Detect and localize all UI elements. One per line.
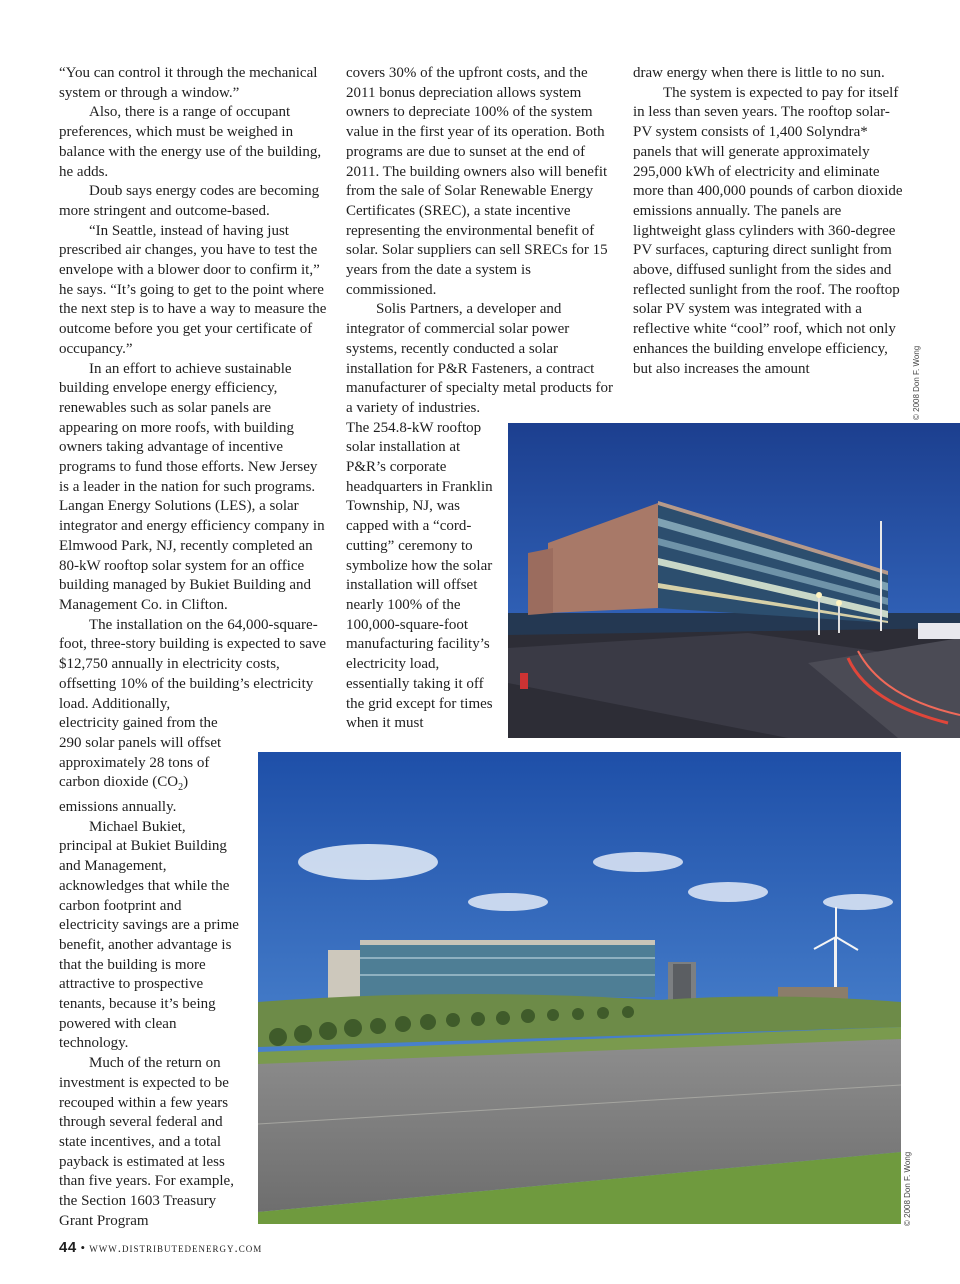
paragraph-text: ) emissions annually.	[59, 774, 189, 816]
paragraph: In an effort to achieve sustainable building envelope energy efficiency, renewables such as solar panels are appearing on more roofs, with building owners taking advantage of incentive programs to fund those efforts. New Jersey is a leader in the nation for such programs. Langan Energy Solutions (LES), a solar integrator and energy efficiency company in Elmwood Park, NJ, recently completed an 80-kW rooftop solar system for an office building managed by Bukiet Building and Management Co. in Clifton.	[59, 360, 325, 613]
photo-building-wind-turbine-image	[258, 752, 901, 1224]
paragraph: Also, there is a range of occupant preferences, which must be weighed in balance with the energy use of the building, he adds.	[59, 104, 322, 180]
paragraph: The installation on the 64,000-square-foot, three-story building is expected to save $12,750 annually in electricity costs, offsetting 10% of the building’s electricity load. Additionally,	[59, 616, 327, 712]
footer-url[interactable]: www.distributedenergy.com	[89, 1240, 263, 1255]
paragraph: covers 30% of the upfront costs, and the 2011 bonus depreciation allows system owners to depreciate 100% of the system value in the first year of its operation. Both programs are due to sunset at the end of 2011. The building owners also will benefit from the sale of Solar Renewable Energy Certificates (SREC), a state incentive representing the environmental benefit of solar. Solar suppliers can sell SRECs for 15 years from the date a system is commissioned.	[346, 65, 608, 298]
paragraph: Doub says energy codes are becoming more stringent and outcome-based.	[59, 183, 320, 219]
paragraph: The system is expected to pay for itself in less than seven years. The rooftop solar-PV system consists of 1,400 Solyndra* panels that will generate approximately 295,000 kWh of electricity and eliminate more than 400,000 pounds of carbon dioxide emissions annually. The panels are lightweight glass cylinders with 360-degree PV surfaces, capturing direct sunlight from above, diffused sunlight from the sides and reflected sunlight from the roof. The rooftop solar PV system was integrated with a reflective white “cool” roof, which not only enhances the building envelope efficiency, but also increases the amount	[633, 84, 903, 377]
paragraph: “You can control it through the mechanical system or through a window.”	[59, 65, 318, 101]
photo-building-dusk	[508, 423, 960, 738]
paragraph-text: electricity gained from the 290 solar panels will offset approximately 28 tons of carbon dioxide (CO	[59, 715, 222, 791]
paragraph-continued: The 254.8-kW rooftop solar installation at P&R’s corporate headquarters in Franklin Township, NJ, was capped with a “cord-cutting” ceremony to symbolize how the solar installation will offset nearly 100% of the 100,000-square-foot manufacturing facility’s electricity load, essentially taking it off the grid except for times when it must	[346, 419, 493, 732]
paragraph: Much of the return on investment is expected to be recouped within a few years through several federal and state incentives, and a total payback is estimated at less than five years. For example, the Section 1603 Treasury Grant Program	[59, 1055, 234, 1229]
paragraph-continued	[59, 714, 242, 818]
page-footer	[59, 1239, 262, 1256]
photo-credit: © 2008 Don F. Wong	[912, 345, 921, 420]
page-number: 44	[59, 1239, 77, 1256]
footer-separator: •	[80, 1240, 86, 1255]
paragraph: draw energy when there is little to no sun.	[633, 65, 885, 81]
subscript: 2	[178, 782, 184, 794]
paragraph: Solis Partners, a developer and integrator of commercial solar power systems, recently conducted a solar installation for P&R Fasteners, a contract manufacturer of specialty metal products for a variety of industries.	[346, 301, 613, 416]
paragraph: Michael Bukiet, principal at Bukiet Building and Management, acknowledges that while the carbon footprint and electricity savings are a prime benefit, another advantage is that the building is more attractive to prospective tenants, because it’s being powered with clean technology.	[59, 818, 239, 1052]
photo-building-wind-turbine	[258, 752, 901, 1224]
photo-building-dusk-image	[508, 423, 960, 738]
article-column-3	[633, 64, 905, 379]
paragraph: “In Seattle, instead of having just prescribed air changes, you have to test the envelope with a blower door to confirm it,” he says. “It’s going to get to the point where the next step is to have a way to measure the outcome before you get your certificate of occupancy.”	[59, 222, 327, 357]
photo-credit: © 2008 Don F. Wong	[903, 1151, 912, 1226]
